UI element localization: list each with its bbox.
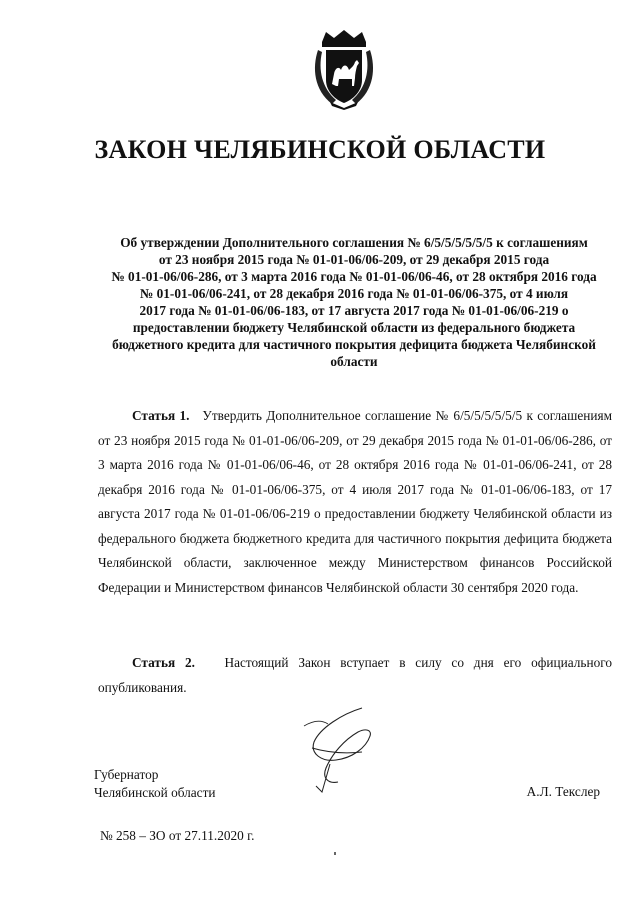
law-subject: [95, 234, 613, 370]
subject-line: от 23 ноября 2015 года № 01-01-06/06-209, от 29 декабря 2015 года: [158, 252, 550, 267]
signatory-position: [94, 766, 216, 802]
subject-line: предоставлении бюджету Челябинской области из федерального бюджета: [132, 320, 576, 335]
article-2: [98, 651, 612, 700]
article-1-label: Статья 1.: [132, 408, 190, 423]
law-title: ЗАКОН ЧЕЛЯБИНСКОЙ ОБЛАСТИ: [94, 135, 546, 164]
subject-line: № 01-01-06/06-241, от 28 декабря 2016 года № 01-01-06/06-375, от 4 июля: [139, 286, 569, 301]
article-2-label: Статья 2.: [132, 655, 195, 670]
scan-speck: [334, 852, 336, 855]
signatory-name: А.Л. Текслер: [526, 784, 600, 799]
article-2-text: Настоящий Закон вступает в силу со дня его официального опубликования.: [98, 655, 612, 695]
subject-line: 2017 года № 01-01-06/06-183, от 17 августа 2017 года № 01-01-06/06-219 о: [139, 303, 569, 318]
signatory-position-line1: Губернатор: [94, 767, 159, 782]
law-number: № 258 – ЗО от 27.11.2020 г.: [100, 828, 255, 843]
article-1-text: Утвердить Дополнительное соглашение № 6/5/5/5/5/5/5 к соглашениям от 23 ноября 2015 года № 01-01-06/06-209, от 29 декабря 2015 года № 01-01-06/06-286, от 3 марта 2016 года № 01-01-06/06-46, от 28 октября 2016 года № 01-01-06/06-241, от 28 декабря 2016 года № 01-01-06/06-375, от 4 июля 2017 года № 01-01-06/06-183, от 17 августа 2017 года № 01-01-06/06-219 о предоставлении бюджету Челябинской области из федерального бюджета бюджетного кредита для частичного покрытия дефицита бюджета Челябинской области, заключенное между Министерством финансов Российской Федерации и Министерством финансов Челябинской области 30 сентября 2020 года.: [98, 408, 612, 595]
subject-line: Об утверждении Дополнительного соглашения № 6/5/5/5/5/5/5 к соглашениям: [120, 235, 588, 250]
article-1: [98, 404, 612, 600]
subject-line: бюджетного кредита для частичного покрытия дефицита бюджета Челябинской: [112, 337, 596, 352]
subject-line: области: [330, 354, 378, 369]
coat-of-arms-icon: [308, 28, 380, 110]
subject-line: № 01-01-06/06-286, от 3 марта 2016 года № 01-01-06/06-46, от 28 октября 2016 года: [111, 269, 597, 284]
handwritten-signature-icon: [292, 702, 387, 797]
signatory-position-line2: Челябинской области: [94, 785, 216, 800]
